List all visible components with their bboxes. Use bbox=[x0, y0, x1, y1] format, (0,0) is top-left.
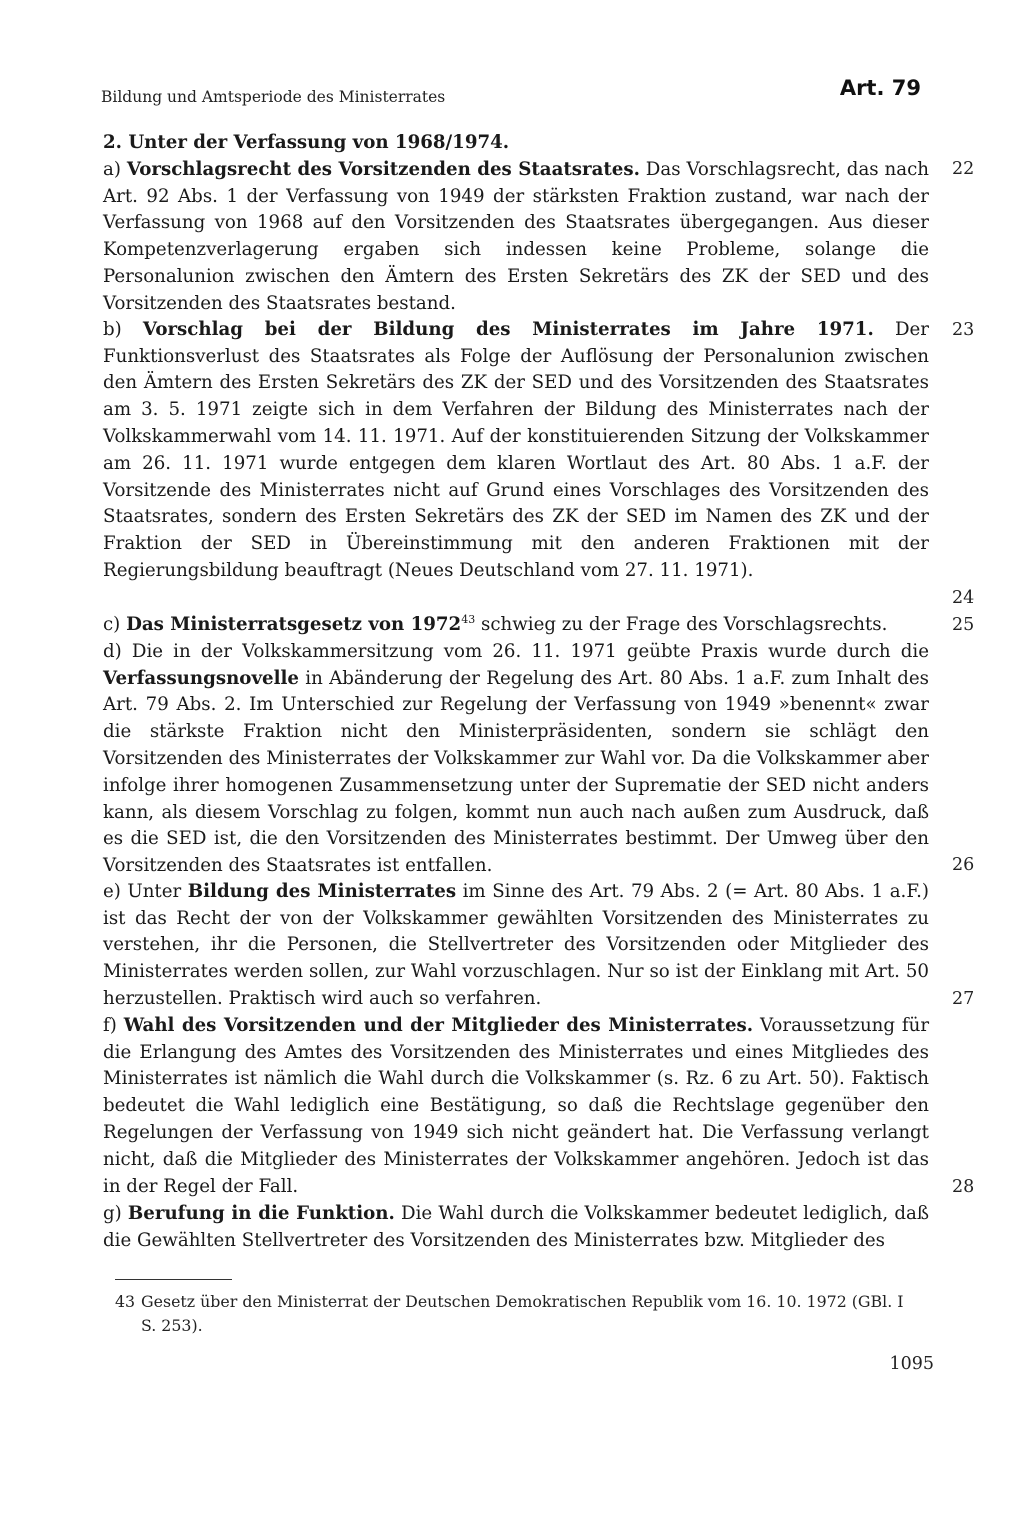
paragraph-prefix: g) bbox=[103, 1202, 128, 1224]
body-text bbox=[103, 130, 975, 1254]
footnote-text: Gesetz über den Ministerrat der Deutschen Demokratischen Republik vom 16. 10. 1972 (GBl. I bbox=[141, 1292, 904, 1311]
margin-number: 22 bbox=[952, 159, 975, 179]
footnote-number: 43 bbox=[115, 1292, 136, 1311]
paragraph-text: schwieg zu der Frage des Vorschlagsrechts. bbox=[475, 613, 888, 635]
paragraph-prefix: d) Die in der Volkskammersitzung vom 26. 11. 1971 geübte Praxis wurde durch die bbox=[103, 640, 929, 662]
running-header: Bildung und Amtsperiode des Ministerrates bbox=[101, 88, 446, 106]
paragraph-g bbox=[103, 1201, 929, 1255]
article-label: Art. 79 bbox=[839, 76, 921, 100]
footnote-line bbox=[115, 1290, 925, 1314]
footnote-divider bbox=[115, 1279, 232, 1280]
paragraph-text: im Sinne des Art. 79 Abs. 2 (= Art. 80 Abs. 1 a.F.) ist das Recht der von der Volkskammer gewählten Vorsitzenden des Ministerrates zu verstehen, ihr die Personen, die Stellvertreter des Vorsitzenden oder Mitglieder des Ministerrates werden sollen, zur Wahl vorzuschlagen. Nur so ist der Einklang mit Art. 50 herzustellen. Praktisch wird auch so verfahren. bbox=[103, 880, 929, 1009]
paragraph-lead: Vorschlag bei der Bildung des Ministerrates im Jahre 1971. bbox=[142, 318, 874, 340]
paragraph-lead: Berufung in die Funktion. bbox=[127, 1202, 395, 1224]
paragraph-lead: Bildung des Ministerrates bbox=[187, 880, 457, 902]
paragraph-text: Das Vorschlagsrecht, das nach Art. 92 Abs. 1 der Verfassung von 1949 der stärksten Fraktion zustand, war nach der Verfassung von 1968 auf den Vorsitzenden des Staatsrates übergegangen. Aus dieser Kompetenzverlagerung ergaben sich indessen keine Probleme, solange die Personalunion zwischen den Ämtern des Ersten Sekretärs des ZK der SED und des Vorsitzenden des Staatsrates bestand. bbox=[103, 158, 929, 314]
paragraph-b bbox=[103, 317, 929, 612]
margin-number: 27 bbox=[952, 989, 975, 1009]
margin-number: 24 bbox=[952, 588, 975, 608]
margin-number: 26 bbox=[952, 855, 975, 875]
footnote-reference[interactable]: 43 bbox=[461, 612, 476, 626]
section-heading: 2. Unter der Verfassung von 1968/1974. bbox=[103, 132, 510, 153]
margin-number: 23 bbox=[952, 320, 975, 340]
paragraph-prefix: f) bbox=[103, 1014, 124, 1036]
page-number: 1095 bbox=[889, 1354, 934, 1374]
paragraph-prefix: a) bbox=[103, 158, 127, 180]
margin-number: 28 bbox=[952, 1177, 975, 1197]
paragraph-prefix: c) bbox=[103, 613, 127, 635]
paragraph-text: Der Funktionsverlust des Staatsrates als Folge der Auflösung der Personalunion zwischen den Ämtern des Ersten Sekretärs des ZK der SED und des Vorsitzenden des Staatsrates am 3. 5. 1971 zeigte sich in dem Verfahren der Bildung des Ministerrates nach der Volkskammerwahl vom 14. 11. 1971. Auf der konstituierenden Sitzung der Volkskammer am 26. 11. 1971 wurde entgegen dem klaren Wortlaut des Art. 80 Abs. 1 a.F. der Vorsitzende des Ministerrates nicht auf Grund eines Vorschlages des Vorsitzenden des Staatsrates, sondern des Ersten Sekretärs des ZK der SED im Namen des ZK und der Fraktion der SED in Übereinstimmung mit den anderen Fraktionen mit der Regierungsbildung beauftragt (Neues Deutschland vom 27. 11. 1971). bbox=[103, 318, 929, 581]
paragraph-lead: Das Ministerratsgesetz von 1972 bbox=[126, 613, 462, 635]
paragraph-c bbox=[103, 612, 929, 639]
footnote-line: S. 253). bbox=[141, 1316, 203, 1335]
paragraph-text: in Abänderung der Regelung des Art. 80 Abs. 1 a.F. zum Inhalt des Art. 79 Abs. 2. Im Unterschied zur Regelung der Verfassung von 1949 »benennt« zwar die stärkste Fraktion nicht den Ministerpräsidenten, sondern sie schlägt den Vorsitzenden des Ministerrates der Volkskammer zur Wahl vor. Da die Volkskammer aber infolge ihrer homogenen Zusammensetzung unter der Suprematie der SED nicht anders kann, als diesem Vorschlag zu folgen, kommt nun auch nach außen zum Ausdruck, daß es die SED ist, die den Vorsitzenden des Ministerrates bestimmt. Der Umweg über den Vorsitzenden des Staatsrates ist entfallen. bbox=[103, 667, 929, 877]
paragraph-d bbox=[103, 639, 929, 879]
paragraph-e bbox=[103, 879, 929, 1013]
paragraph-lead: Wahl des Vorsitzenden und der Mitglieder des Ministerrates. bbox=[123, 1014, 754, 1036]
footnote bbox=[115, 1290, 925, 1338]
paragraph-f bbox=[103, 1013, 929, 1201]
paragraph-text: Voraussetzung für die Erlangung des Amtes des Vorsitzenden des Ministerrates und eines Mitgliedes des Ministerrates ist nämlich die Wahl durch die Volkskammer (s. Rz. 6 zu Art. 50). Faktisch bedeutet die Wahl lediglich eine Bestätigung, so daß die Rechtslage gegenüber den Regelungen der Verfassung von 1949 sich nicht geändert hat. Die Verfassung verlangt nicht, daß die Mitglieder des Ministerrates der Volkskammer angehören. Jedoch ist das in der Regel der Fall. bbox=[103, 1014, 930, 1197]
paragraph-prefix: b) bbox=[103, 318, 143, 340]
paragraph-lead: Vorschlagsrecht des Vorsitzenden des Staatsrates. bbox=[126, 158, 640, 180]
paragraph-lead: Verfassungsnovelle bbox=[103, 667, 299, 689]
paragraph-text: Die Wahl durch die Volkskammer bedeutet lediglich, daß die Gewählten Stellvertreter des Vorsitzenden des Ministerrates bzw. Mitglieder des bbox=[103, 1202, 929, 1251]
paragraph-a bbox=[103, 157, 929, 317]
margin-number: 25 bbox=[952, 615, 975, 635]
paragraph-prefix: e) Unter bbox=[103, 880, 188, 902]
